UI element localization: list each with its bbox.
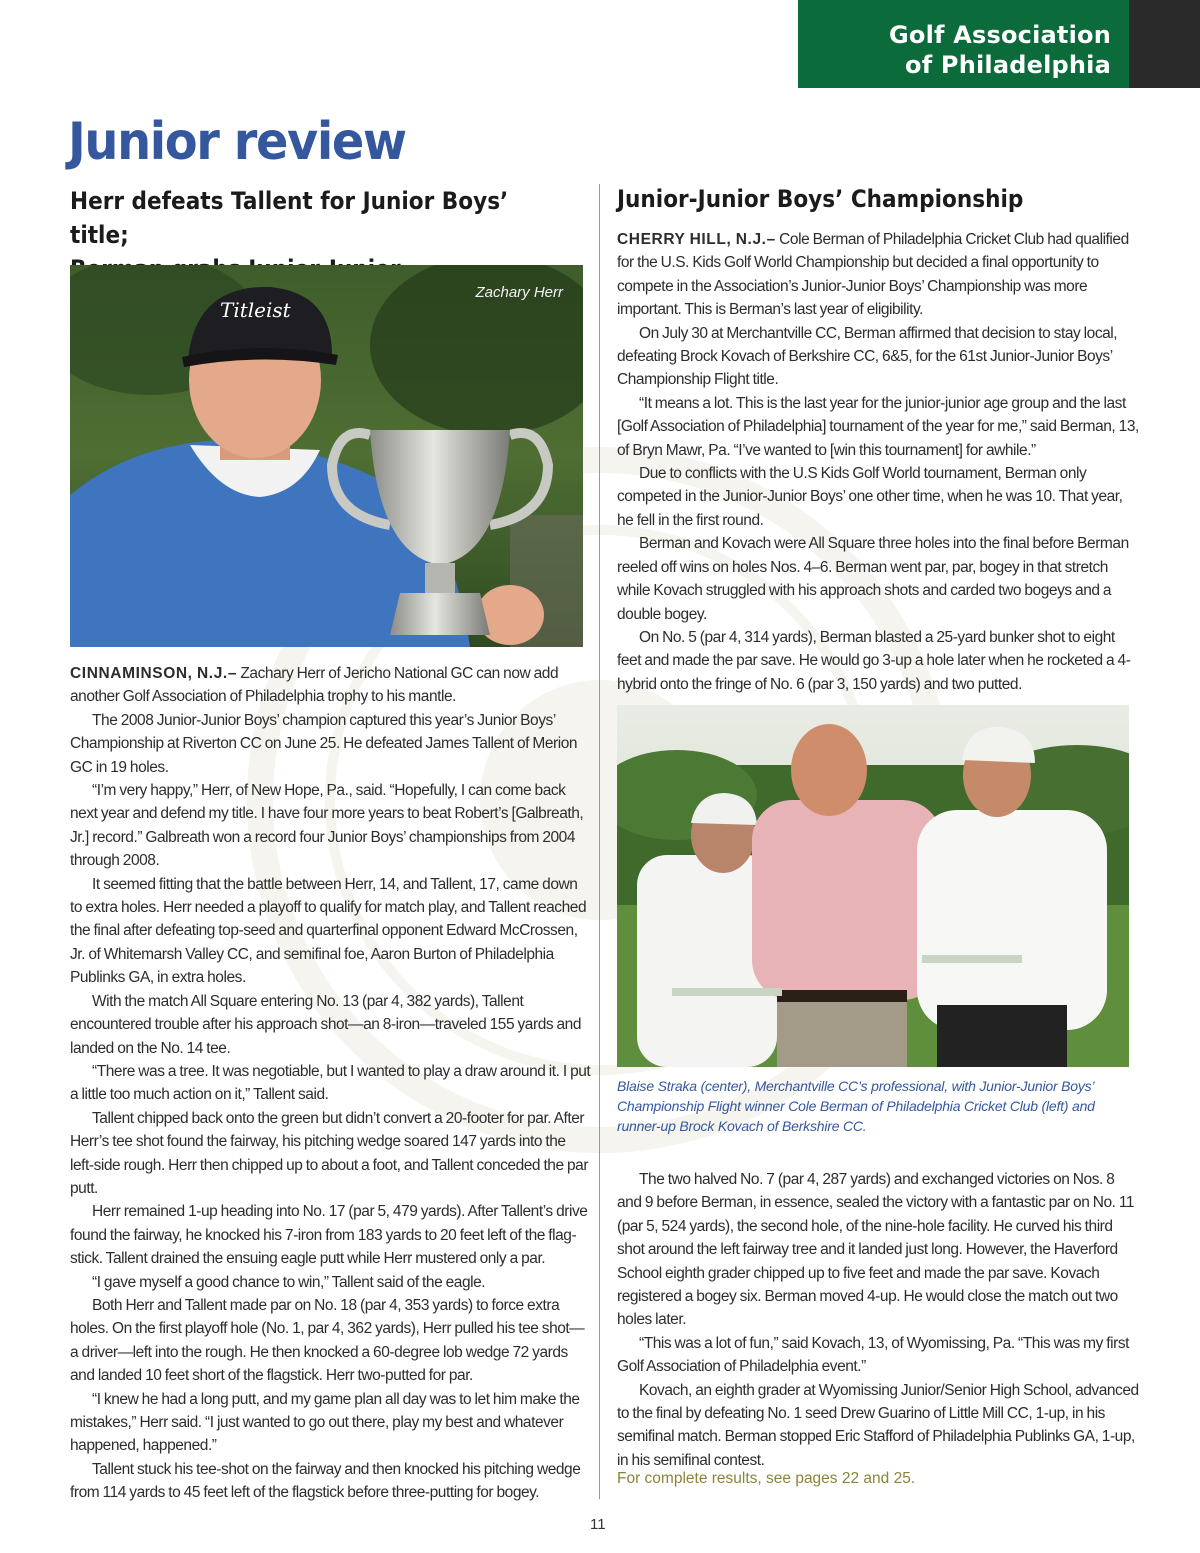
right-headline: Junior-Junior Boys’ Championship [617, 185, 1024, 213]
right-paragraph: The two halved No. 7 (par 4, 287 yards) and exchanged victories on Nos. 8 and 9 before Berman, in essence, sealed the victory with a fantastic par on No. 11 (par 5, 524 yards), the second hole, of the nine-hole facility. He curved his third shot around the left fairway tree and it landed just long. However, the Haverford School eighth grader chipped up to five feet and made the par save. Kovach registered a bogey six. Berman moved 4-up. He would close the match out two holes later. [617, 1171, 1135, 1329]
right-paragraph: Kovach, an eighth grader at Wyomissing Junior/Senior High School, advanced to the final by defeating No. 1 seed Drew Guarino of Little Mill CC, 1-up, in his semifinal match. Berman stopped Eric Stafford of Philadelphia Publinks GA, 1-up, in his semifinal contest. [617, 1381, 1139, 1469]
left-paragraph: Herr remained 1-up heading into No. 17 (par 5, 479 yards). After Tallent’s drive found the fairway, he knocked his 7-iron from 183 yards to 20 feet left of the flag-stick. Tallent drained the ensuing eagle putt while Herr mustered only a par. [70, 1203, 588, 1268]
left-paragraph: “I’m very happy,” Herr, of New Hope, Pa., said. “Hopefully, I can come back next year and defend my title. I have four more years to beat Robert’s [Galbreath, Jr.] record.” Galbreath won a record four Junior Boys’ championships from 2004 through 2008. [70, 782, 584, 870]
left-paragraph: “There was a tree. It was negotiable, but I wanted to play a draw around it. I put a little too much action on it,” Tallent said. [70, 1062, 591, 1104]
right-paragraph-1-text: Cole Berman of Philadelphia Cricket Club had qualified for the U.S. Kids Golf World Championship but decided a final opportunity to compete in the Association’s Junior-Junior Boys’ Championship was more important. This is Berman’s last year of eligibility. [617, 231, 1129, 319]
right-paragraph: “It means a lot. This is the last year for the junior-junior age group and the last [Golf Association of Philadelphia] tournament of the year for me,” said Berman, 13, of Bryn Mawr, Pa. “I’ve wanted to [win this tournament] for awhile.” [617, 394, 1139, 459]
left-paragraph: The 2008 Junior-Junior Boys’ champion captured this year’s Junior Boys’ Championship at Riverton CC on June 25. He defeated James Tallent of Merion GC in 19 holes. [70, 711, 578, 776]
organization-name-line1: Golf Association [889, 21, 1111, 49]
right-article-body-top [617, 228, 1139, 696]
photo-credit: Zachary Herr [475, 284, 563, 301]
right-paragraph: Due to conflicts with the U.S Kids Golf World tournament, Berman only competed in the Junior-Junior Boys’ one other time, when he was 10. That year, he fell in the first round. [617, 465, 1123, 529]
left-paragraph: “I knew he had a long putt, and my game plan all day was to let him make the mistakes,” Herr said. “I just wanted to go out there, play my best and whatever happened, happened.” [70, 1390, 580, 1455]
zachary-herr-trophy-photo [70, 265, 583, 647]
left-paragraph-1-text: Zachary Herr of Jericho National GC can now add another Golf Association of Philadelphia trophy to his mantle. [70, 665, 559, 706]
left-paragraph: It seemed fitting that the battle between Herr, 14, and Tallent, 17, came down to extra holes. Herr needed a playoff to qualify for match play, and Tallent reached the final after defeating top-seed and quarterfinal opponent Edward McCrossen, Jr. of Whitemarsh Valley CC, and semifinal foe, Aaron Burton of Philadelphia Publinks GA, in extra holes. [70, 875, 587, 987]
trophy-photo-illustration [70, 265, 583, 647]
championship-group-photo [617, 705, 1129, 1067]
right-paragraph: On July 30 at Merchantville CC, Berman affirmed that decision to stay local, defeating Brock Kovach of Berkshire CC, 6&5, for the 61st Junior-Junior Boys’ Championship Flight title. [617, 324, 1118, 389]
left-paragraph: Tallent chipped back onto the green but didn’t convert a 20-footer for par. After Herr’s tee shot found the fairway, his pitching wedge soared 147 yards into the left-side rough. Herr then chipped up to about a foot, and Tallent conceded the par putt. [70, 1109, 589, 1197]
organization-name-line2: of Philadelphia [905, 51, 1111, 79]
left-paragraph: Both Herr and Tallent made par on No. 18 (par 4, 353 yards) to force extra holes. On the first playoff hole (No. 1, par 4, 362 yards), Herr pulled his tee shot—a driver—left into the rough. He then knocked a 60-degree lob wedge 72 yards and landed 10 feet short of the flagstick. Herr two-putted for par. [70, 1296, 585, 1385]
header-dark-block [1129, 0, 1200, 88]
left-paragraph: “I gave myself a good chance to win,” Tallent said of the eagle. [92, 1273, 486, 1291]
right-paragraph: “This was a lot of fun,” said Kovach, 13, of Wyomissing, Pa. “This was my first Golf Association of Philadelphia event.” [617, 1334, 1130, 1376]
dateline-cinnaminson: CINNAMINSON, N.J.– [70, 665, 238, 682]
right-paragraph: On No. 5 (par 4, 314 yards), Berman blasted a 25-yard bunker shot to eight feet and made the par save. He would go 3-up a hole later when he rocketed a 4-hybrid onto the fringe of No. 6 (par 3, 150 yards) and two putted. [617, 628, 1131, 693]
left-article-body [70, 662, 592, 1505]
left-paragraph: Tallent stuck his tee-shot on the fairway and then knocked his pitching wedge from 114 yards to 45 feet left of the flagstick before three-putting for bogey. [70, 1460, 581, 1502]
dateline-cherry-hill: CHERRY HILL, N.J.– [617, 231, 776, 248]
right-paragraph: Berman and Kovach were All Square three holes into the final before Berman reeled off wins on holes Nos. 4–6. Berman went par, par, bogey in that stretch while Kovach struggled with his approach shots and carded two bogeys and a double bogey. [617, 535, 1129, 623]
page-number: 11 [590, 1516, 606, 1533]
column-divider [599, 184, 600, 1499]
results-note: For complete results, see pages 22 and 25. [617, 1470, 916, 1487]
right-article-body-bottom [617, 1168, 1139, 1472]
left-headline-line1: Herr defeats Tallent for Junior Boys’ title; [70, 187, 509, 249]
svg-text:Titleist: Titleist [220, 298, 291, 322]
section-title: Junior review [68, 112, 406, 172]
group-photo-illustration [617, 705, 1129, 1067]
left-paragraph: With the match All Square entering No. 13 (par 4, 382 yards), Tallent encountered trouble after his approach shot—an 8-iron—traveled 155 yards and landed on the No. 14 tee. [70, 992, 582, 1057]
left-paragraph-1 [70, 662, 592, 709]
right-paragraph-1 [617, 228, 1139, 322]
organization-banner [798, 0, 1129, 88]
photo-caption: Blaise Straka (center), Merchantville CC’s professional, with Junior-Junior Boys’ Championship Flight winner Cole Berman of Philadelphia Cricket Club (left) and runner-up Brock Kovach of Berkshire CC. [617, 1078, 1095, 1134]
